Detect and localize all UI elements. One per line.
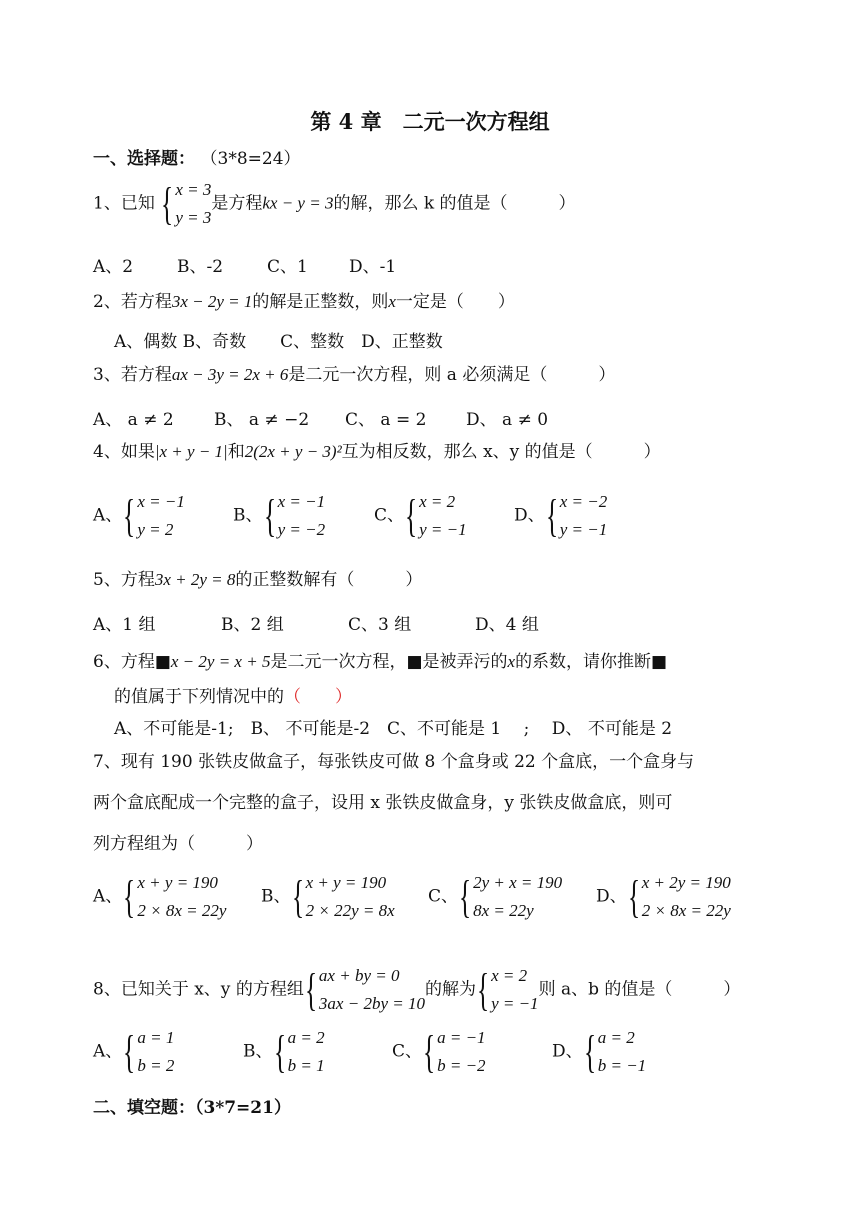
q8-suffix: 则 a、b 的值是（ ） bbox=[538, 979, 741, 1000]
q2-mid: 的解是正整数，则 bbox=[252, 292, 389, 312]
q8-system: { ax + by = 0 3ax − 2by = 10 bbox=[304, 962, 425, 1018]
q4-option-a-row-1: x = −1 bbox=[137, 492, 185, 511]
q8-option-c-row-2: b = −2 bbox=[437, 1056, 486, 1075]
q8-option-d: D、 { a = 2 b = −1 bbox=[552, 1024, 646, 1080]
q7-option-d-row-2: 2 × 8x = 22y bbox=[641, 901, 731, 920]
section-1-title: 一、选择题： bbox=[93, 149, 195, 169]
q6-prefix: 6、方程■ bbox=[93, 652, 171, 672]
q7-option-a-row-2: 2 × 8x = 22y bbox=[137, 901, 227, 920]
q5-equation: 3x + 2y = 8 bbox=[154, 570, 236, 589]
q8-mid: 的解为 bbox=[424, 979, 476, 1000]
q6-suffix: 的系数，请你推断■ bbox=[515, 652, 668, 672]
q7-option-a-label: A、 bbox=[93, 886, 123, 907]
q7-option-b-row-2: 2 × 22y = 8x bbox=[305, 901, 395, 920]
q8-option-a-label: A、 bbox=[93, 1041, 123, 1062]
q3-option-c: C、 a = 2 bbox=[345, 410, 427, 430]
question-7-line-2: 两个盒底配成一个完整的盒子，设用 x 张铁皮做盒身，y 张铁皮做盒底，则可 bbox=[93, 793, 673, 813]
q4-option-b: B、 { x = −1 y = −2 bbox=[233, 488, 325, 544]
q7-option-a: A、 { x + y = 190 2 × 8x = 22y bbox=[93, 869, 226, 925]
q8-option-a-row-2: b = 2 bbox=[137, 1056, 175, 1075]
q8-option-d-label: D、 bbox=[552, 1041, 583, 1062]
q4-option-c: C、 { x = 2 y = −1 bbox=[374, 488, 467, 544]
q1-option-d: D、-1 bbox=[349, 257, 397, 277]
q4-option-b-row-1: x = −1 bbox=[277, 492, 326, 511]
q1-option-b: B、-2 bbox=[177, 257, 224, 277]
question-2 bbox=[93, 291, 515, 313]
q4-option-b-row-2: y = −2 bbox=[277, 520, 326, 539]
question-3 bbox=[93, 364, 615, 386]
q1-equation: kx − y = 3 bbox=[262, 193, 334, 213]
q8-option-c: C、 { a = −1 b = −2 bbox=[392, 1024, 486, 1080]
q6-mid: 是二元一次方程，■是被弄污的 bbox=[270, 652, 508, 672]
section-2-heading bbox=[93, 1097, 291, 1119]
q8-system-row-1: ax + by = 0 bbox=[318, 966, 400, 985]
section-2-score: （3*7=21） bbox=[195, 1098, 291, 1118]
q5-option-d: D、4 组 bbox=[475, 615, 539, 635]
q4-option-a: A、 { x = −1 y = 2 bbox=[93, 488, 185, 544]
q8-option-c-row-1: a = −1 bbox=[437, 1028, 486, 1047]
q7-option-a-row-1: x + y = 190 bbox=[137, 873, 218, 892]
q4-option-d-label: D、 bbox=[514, 505, 545, 526]
q4-prefix: 4、如果 bbox=[93, 442, 155, 462]
q6-line2-text: 的值属于下列情况中的 bbox=[114, 687, 284, 707]
q6-answer-paren: （ ） bbox=[284, 687, 352, 707]
q7-option-d-row-1: x + 2y = 190 bbox=[641, 873, 731, 892]
chapter-title: 第 4 章 二元一次方程组 bbox=[310, 109, 550, 134]
question-7-line-1: 7、现有 190 张铁皮做盒子，每张铁皮可做 8 个盒身或 22 个盒底，一个盒身与 bbox=[93, 752, 695, 772]
q3-prefix: 3、若方程 bbox=[93, 365, 172, 385]
question-1 bbox=[93, 176, 576, 232]
q2-variable: x bbox=[388, 292, 396, 311]
q7-option-b-row-1: x + y = 190 bbox=[305, 873, 387, 892]
question-5 bbox=[93, 569, 422, 591]
q4-option-d-row-1: x = −2 bbox=[559, 492, 608, 511]
q3-suffix: 是二元一次方程，则 a 必须满足（ ） bbox=[288, 365, 616, 385]
q4-option-c-row-2: y = −1 bbox=[419, 520, 467, 539]
q2-suffix: 一定是（ ） bbox=[395, 292, 515, 312]
q1-prefix: 1、已知 bbox=[93, 193, 155, 214]
q8-solution-row-2: y = −1 bbox=[491, 994, 539, 1013]
q1-system-row-1: x = 3 bbox=[175, 180, 212, 199]
q7-option-c: C、 { 2y + x = 190 8x = 22y bbox=[428, 869, 562, 925]
q5-option-c: C、3 组 bbox=[348, 615, 412, 635]
q8-option-b-label: B、 bbox=[243, 1041, 273, 1062]
q1-system: { x = 3 y = 3 bbox=[160, 176, 211, 232]
q4-option-d: D、 { x = −2 y = −1 bbox=[514, 488, 607, 544]
q8-option-b-row-2: b = 1 bbox=[287, 1056, 325, 1075]
q1-suffix: 的解，那么 k 的值是（ ） bbox=[333, 193, 576, 214]
q8-system-row-2: 3ax − 2by = 10 bbox=[318, 994, 425, 1013]
question-6 bbox=[93, 651, 667, 673]
q3-option-a: A、 a ≠ 2 bbox=[93, 410, 174, 430]
q4-option-d-row-2: y = −1 bbox=[559, 520, 608, 539]
q8-option-a: A、 { a = 1 b = 2 bbox=[93, 1024, 174, 1080]
q3-option-d: D、 a ≠ 0 bbox=[466, 410, 549, 430]
question-6-line-2 bbox=[114, 686, 352, 708]
q8-option-c-label: C、 bbox=[392, 1041, 423, 1062]
question-7-line-3: 列方程组为（ ） bbox=[93, 834, 263, 854]
q1-system-row-2: y = 3 bbox=[175, 208, 212, 227]
q7-option-c-row-2: 8x = 22y bbox=[473, 901, 534, 920]
q1-option-c: C、1 bbox=[267, 257, 308, 277]
q2-equation: 3x − 2y = 1 bbox=[171, 292, 253, 311]
q4-option-a-row-2: y = 2 bbox=[137, 520, 174, 539]
q4-square-expr: 2(2x + y − 3)² bbox=[244, 442, 342, 461]
q8-option-b: B、 { a = 2 b = 1 bbox=[243, 1024, 325, 1080]
q4-option-c-label: C、 bbox=[374, 505, 405, 526]
q8-option-d-row-1: a = 2 bbox=[597, 1028, 635, 1047]
q1-mid: 是方程 bbox=[211, 193, 263, 214]
q3-option-b: B、 a ≠ −2 bbox=[214, 410, 310, 430]
q2-options: A、偶数 B、奇数 C、整数 D、正整数 bbox=[114, 332, 443, 352]
q7-option-c-label: C、 bbox=[428, 886, 459, 907]
q8-option-d-row-2: b = −1 bbox=[597, 1056, 647, 1075]
q4-suffix: 互为相反数，那么 x、y 的值是（ ） bbox=[341, 442, 661, 462]
question-4 bbox=[93, 441, 661, 463]
q4-option-c-row-1: x = 2 bbox=[419, 492, 456, 511]
q4-mid: 和 bbox=[227, 442, 245, 462]
question-8 bbox=[93, 962, 740, 1018]
q4-option-a-label: A、 bbox=[93, 505, 123, 526]
q7-option-c-row-1: 2y + x = 190 bbox=[473, 873, 563, 892]
q7-option-b: B、 { x + y = 190 2 × 22y = 8x bbox=[261, 869, 395, 925]
q7-option-b-label: B、 bbox=[261, 886, 291, 907]
q6-variable: x bbox=[507, 652, 516, 671]
section-1-heading bbox=[93, 148, 301, 170]
q3-equation: ax − 3y = 2x + 6 bbox=[171, 365, 289, 384]
section-2-title: 二、填空题： bbox=[93, 1098, 195, 1118]
q8-option-b-row-1: a = 2 bbox=[287, 1028, 325, 1047]
q5-option-a: A、1 组 bbox=[93, 615, 156, 635]
q2-prefix: 2、若方程 bbox=[93, 292, 172, 312]
q8-solution-row-1: x = 2 bbox=[491, 966, 528, 985]
section-1-score: （3*8=24） bbox=[209, 149, 301, 169]
q5-prefix: 5、方程 bbox=[93, 570, 155, 590]
q5-option-b: B、2 组 bbox=[221, 615, 284, 635]
q6-options: A、不可能是-1; B、 不可能是-2 C、不可能是 1 ; D、 不可能是 2 bbox=[114, 719, 673, 739]
q8-solution: { x = 2 y = −1 bbox=[476, 962, 539, 1018]
q5-suffix: 的正整数解有（ ） bbox=[235, 570, 423, 590]
q6-equation: x − 2y = x + 5 bbox=[170, 652, 271, 671]
q8-prefix: 8、已知关于 x、y 的方程组 bbox=[93, 979, 304, 1000]
q8-option-a-row-1: a = 1 bbox=[137, 1028, 175, 1047]
q4-option-b-label: B、 bbox=[233, 505, 263, 526]
q7-option-d-label: D、 bbox=[596, 886, 627, 907]
q1-option-a: A、2 bbox=[93, 257, 134, 277]
q4-absolute-expr: |x + y − 1| bbox=[154, 442, 228, 461]
q7-option-d: D、 { x + 2y = 190 2 × 8x = 22y bbox=[596, 869, 731, 925]
